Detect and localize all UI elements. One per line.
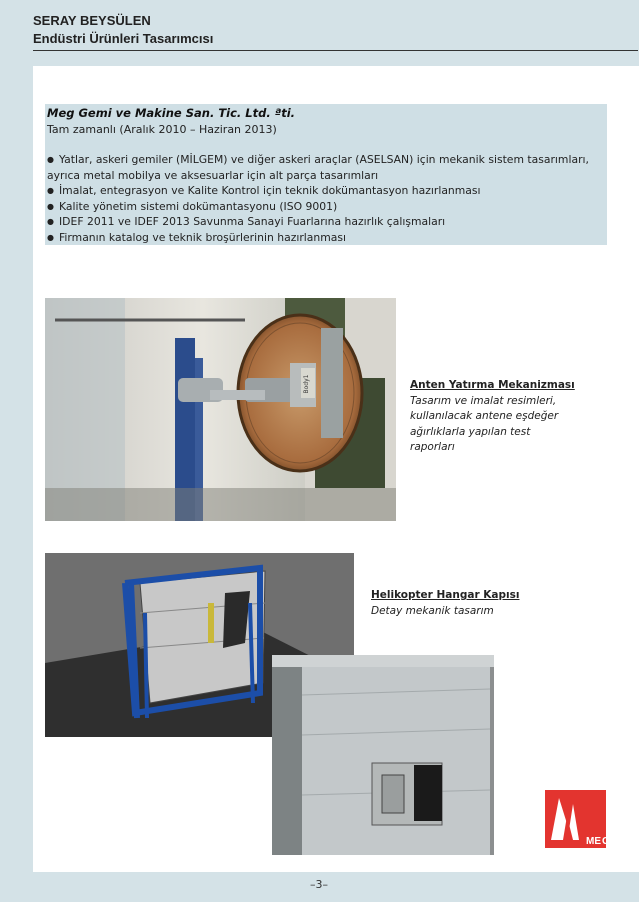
responsibility-list: [47, 152, 605, 245]
hangar-door-photo: [272, 655, 494, 855]
page-number: –3–: [310, 878, 328, 891]
list-item: ● Kalite yönetim sistemi dokümantasyonu (ISO 9001): [47, 199, 605, 215]
antenna-caption-line: Tasarım ve imalat resimleri,: [410, 394, 557, 407]
company-logo: [545, 790, 610, 848]
author-name: SERAY BEYSÜLEN: [33, 13, 151, 28]
list-item: ● Yatlar, askeri gemiler (MİLGEM) ve diğer askeri araçlar (ASELSAN) için mekanik sistem tasarımları,: [47, 152, 605, 168]
plate-label: Body1: [303, 374, 310, 394]
author-role: Endüstri Ürünleri Tasarımcısı: [33, 31, 214, 46]
hangar-caption-title: Helikopter Hangar Kapısı: [371, 589, 520, 601]
list-item: ● İmalat, entegrasyon ve Kalite Kontrol için teknik dokümantasyon hazırlanması: [47, 183, 605, 199]
company-name: Meg Gemi ve Makine San. Tic. Ltd. ªti.: [47, 106, 296, 120]
hangar-caption-desc: Detay mekanik tasarım: [371, 604, 494, 617]
antenna-caption: [410, 378, 575, 456]
list-item: ● IDEF 2011 ve IDEF 2013 Savunma Sanayi Fuarlarına hazırlık çalışmaları: [47, 214, 605, 230]
list-item: ● Firmanın katalog ve teknik broşürlerinin hazırlanması: [47, 230, 605, 246]
antenna-mechanism-photo: [45, 298, 396, 521]
logo-mark: G: [602, 836, 610, 847]
antenna-caption-title: Anten Yatırma Mekanizması: [410, 379, 575, 391]
header-divider: [33, 50, 638, 51]
antenna-caption-line: kullanılacak antene eşdeğer: [410, 410, 559, 422]
page-header: [0, 0, 638, 58]
logo-text: ME: [586, 836, 601, 847]
antenna-caption-line: ağırlıklarla yapılan test: [410, 425, 531, 438]
hangar-caption: [371, 588, 519, 619]
list-item-continuation: ayrıca metal mobilya ve aksesuarlar için alt parça tasarımları: [47, 168, 379, 182]
antenna-caption-line: raporları: [410, 441, 455, 453]
employment-period: Tam zamanlı (Aralık 2010 – Haziran 2013): [47, 123, 277, 136]
